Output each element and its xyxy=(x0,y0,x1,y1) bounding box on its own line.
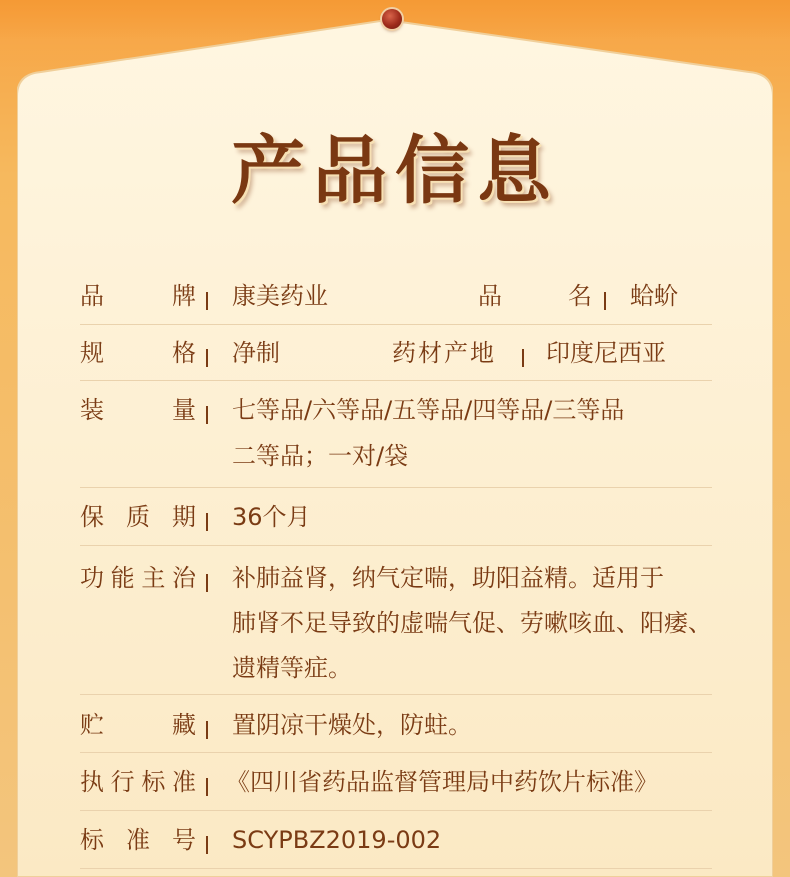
page-title: 产品信息 xyxy=(231,128,559,214)
row-standard-number xyxy=(80,811,712,869)
value-product-name: 蛤蚧 xyxy=(630,282,678,310)
separator xyxy=(206,292,208,310)
label-origin: 药材产地 xyxy=(392,339,496,367)
label-standard-number: 标 准 号 xyxy=(80,826,196,854)
value-indications-line1: 补肺益肾，纳气定喘，助阳益精。适用于 xyxy=(232,564,664,592)
separator xyxy=(206,349,208,367)
separator xyxy=(206,574,208,592)
value-quantity-line1: 七等品/六等品/五等品/四等品/三等品 xyxy=(232,396,625,424)
label-spec: 规 格 xyxy=(80,339,196,367)
value-standard-number: SCYPBZ2019-002 xyxy=(232,826,442,854)
row-indications xyxy=(80,546,712,695)
separator xyxy=(522,349,524,367)
value-standard: 《四川省药品监督管理局中药饮片标准》 xyxy=(226,768,658,796)
row-shelf-life xyxy=(80,488,712,546)
spec-table xyxy=(80,268,712,869)
separator xyxy=(604,292,606,310)
row-quantity xyxy=(80,381,712,488)
value-quantity-line2: 二等品；一对/袋 xyxy=(232,442,409,470)
label-brand: 品 牌 xyxy=(80,282,196,310)
pin-icon xyxy=(382,9,402,29)
row-spec xyxy=(80,325,712,381)
label-shelf-life: 保 质 期 xyxy=(80,503,196,531)
value-spec: 净制 xyxy=(232,339,280,367)
value-indications-line3: 遗精等症。 xyxy=(232,654,352,682)
row-storage xyxy=(80,695,712,753)
value-shelf-life: 36个月 xyxy=(232,503,311,531)
value-indications-line2: 肺肾不足导致的虚喘气促、劳嗽咳血、阳痿、 xyxy=(232,609,712,637)
label-storage: 贮 藏 xyxy=(80,711,196,739)
separator xyxy=(206,778,208,796)
row-standard xyxy=(80,753,712,811)
label-product-name: 品 名 xyxy=(478,282,592,310)
label-standard: 执 行 标 准 xyxy=(80,768,196,796)
separator xyxy=(206,836,208,854)
value-origin: 印度尼西亚 xyxy=(546,339,666,367)
label-quantity: 装 量 xyxy=(80,396,196,424)
value-brand: 康美药业 xyxy=(232,282,328,310)
row-brand xyxy=(80,268,712,325)
separator xyxy=(206,721,208,739)
separator xyxy=(206,513,208,531)
label-indications: 功 能 主 治 xyxy=(80,564,196,592)
separator xyxy=(206,406,208,424)
value-storage: 置阴凉干燥处，防蛀。 xyxy=(232,711,472,739)
